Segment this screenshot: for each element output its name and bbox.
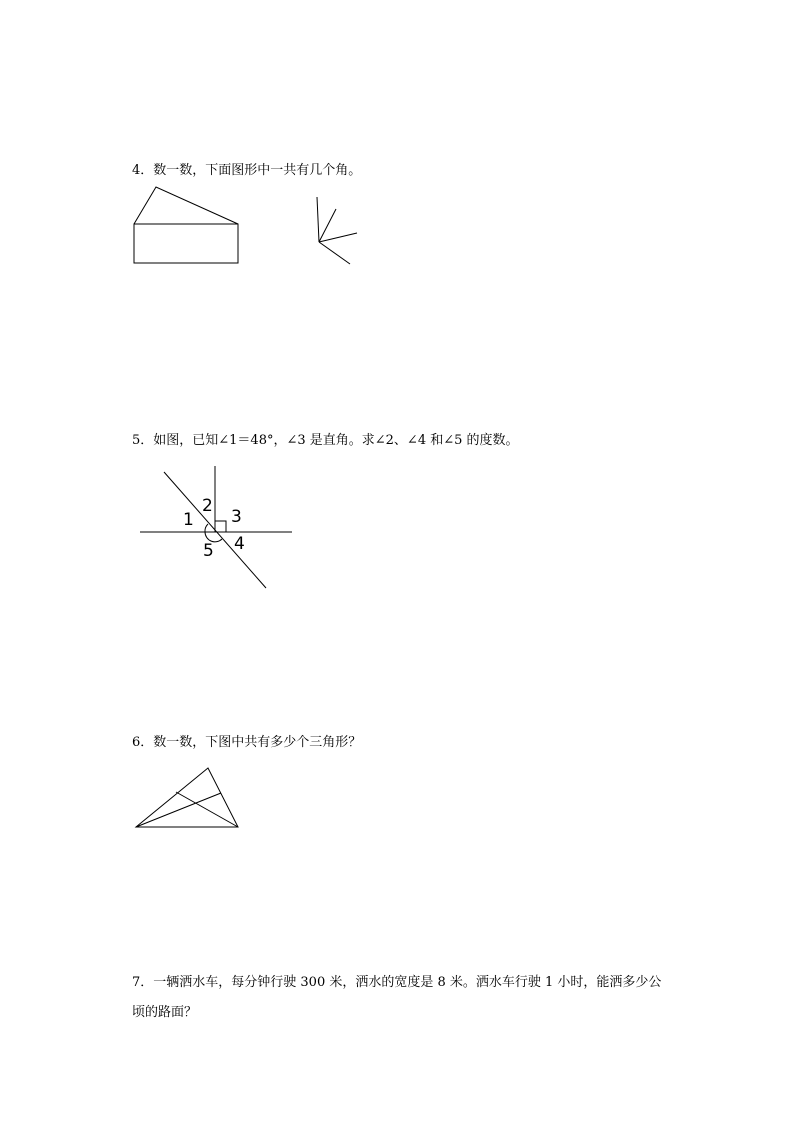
question-6-figure [132,764,244,832]
rays-figure [317,197,357,264]
question-5-figure [138,464,298,590]
question-4-text: 4．数一数，下面图形中一共有几个角。 [132,163,362,178]
angle-arc-marker [205,524,208,532]
ray-line [319,209,336,242]
angle-label-2: 2 [202,496,213,516]
ray-line [317,197,319,242]
question-5-text: 5．如图，已知∠1＝48°，∠3 是直角。求∠2、∠4 和∠5 的度数。 [132,433,519,448]
question-6-text: 6．数一数，下图中共有多少个三角形？ [132,735,362,750]
roof-lines [134,187,238,224]
ray-line [319,233,357,242]
angle-label-4: 4 [234,534,245,554]
angle-label-3: 3 [231,507,242,527]
angle-label-1: 1 [183,510,194,530]
angle-label-5: 5 [203,541,214,561]
rectangle-with-roof-figure [134,187,238,263]
question-7-text: 7．一辆洒水车，每分钟行驶 300 米，洒水的宽度是 8 米。洒水车行驶 1 小时，能洒多少公顷的路面？ [132,975,662,1020]
rectangle-shape [134,224,238,263]
question-4-figures [128,180,368,270]
ray-line [319,242,350,264]
right-angle-marker [215,521,226,532]
